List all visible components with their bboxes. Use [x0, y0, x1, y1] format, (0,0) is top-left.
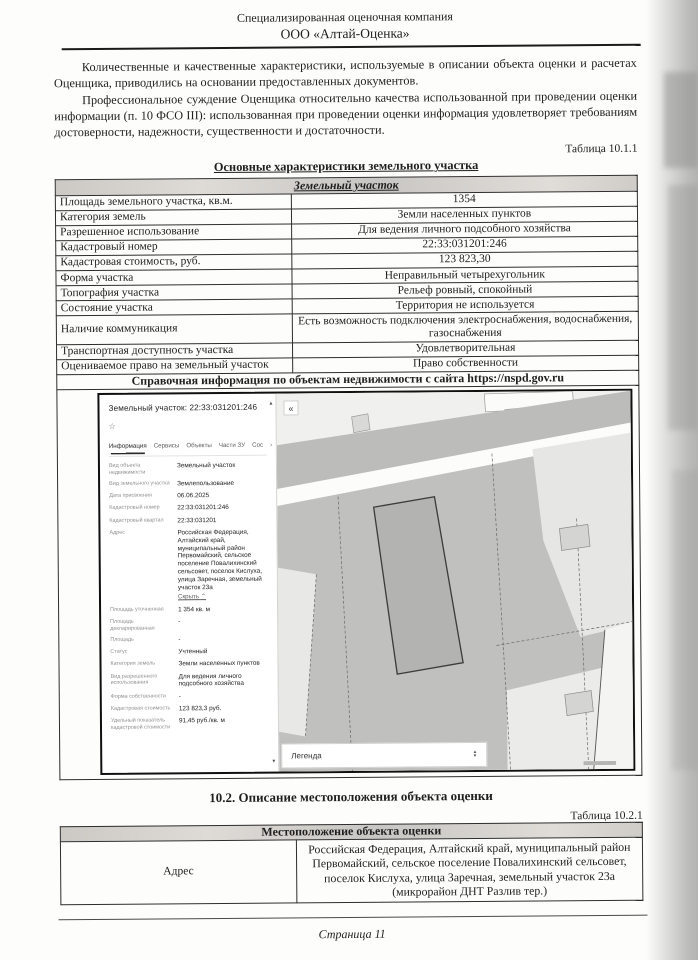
table-row: Кадастровый номер 22:33:031201:246	[56, 236, 638, 256]
field-row: Удельный показатель кадастровой стоимости 91,45 руб./кв. м	[110, 717, 225, 731]
field-row: Вид земельного участка Землепользование	[109, 479, 235, 488]
address-value: Российская Федерация, Алтайский край, муниципальный район Первомайский, сельское поселение Повалихинский сельсовет, поселок Кислуха, улица Заречная, земельный участок 23а	[177, 528, 263, 591]
table-row: Кадастровая стоимость, руб. 123 823,30	[56, 251, 638, 271]
company-subtitle: Специализированная оценочная компания	[236, 9, 453, 25]
nspd-screenshot	[97, 389, 635, 775]
table-1-title: Основные характеристики земельного участка	[213, 158, 479, 175]
table-header-cell: Местоположение объекта оценки	[60, 822, 642, 842]
tab-information[interactable]: Информация	[109, 440, 147, 453]
company-name: ООО «Алтай-Оценка»	[280, 25, 410, 42]
tab-parcel-parts[interactable]: Части ЗУ	[218, 441, 246, 450]
map-graphic	[276, 391, 633, 772]
legend-toggle-icon[interactable]: ▲ ▼	[472, 749, 478, 759]
field-row: Вид разрешенного использования Для ведения личного подсобного хозяйства	[110, 672, 244, 688]
table-row: Площадь земельного участка, кв.м. 1354	[55, 191, 637, 211]
parcel-fields	[109, 462, 269, 732]
legend-label: Легенда	[291, 750, 322, 761]
table-2-caption: Таблица 10.2.1	[570, 809, 643, 823]
cadastral-map[interactable]	[276, 391, 633, 772]
table-1-caption: Таблица 10.1.1	[565, 143, 638, 156]
nspd-tabs	[108, 439, 273, 457]
table-row: Оцениваемое право на земельный участок Право собственности	[57, 355, 639, 375]
table-row: Форма участка Неправильный четырехугольник	[56, 266, 638, 286]
address-label-cell: Адрес	[60, 840, 296, 904]
nspd-info-panel	[99, 393, 279, 772]
location-table	[60, 822, 644, 905]
field-row: Площадь декларированная -	[110, 618, 181, 632]
hide-link[interactable]: Скрыть ⌃	[177, 593, 207, 601]
field-row: Дата присвоения 06.06.2025	[109, 492, 210, 500]
footer-rule	[59, 914, 648, 920]
screenshot-row	[57, 385, 642, 780]
table-row: Разрешенное использование Для ведения личного подсобного хозяйства	[56, 221, 638, 241]
tab-services[interactable]: Сервисы	[153, 442, 180, 450]
reference-info-row: Справочная информация по объектам недвижимости с сайта https://nspd.gov.ru	[57, 370, 639, 390]
field-row: Площадь уточненная 1 354 кв. м	[110, 605, 211, 613]
field-row: Категория земель Земли населенных пунктов	[110, 659, 260, 668]
paragraph: Профессиональное суждение Оценщика относительно качества использованной при проведении оценки информации (п. 10 ФСО III): использованная при проведении оценки информация удовлетворяет требованиям достоверности, надежности, существенности и достаточности.	[54, 88, 638, 140]
field-row-address: Адрес Российская Федерация, Алтайский край, муниципальный район Первомайский, сельское поселение Повалихинский сельсовет, поселок Кислуха, улица Заречная, земельный участок 23а Скрыть ⌃	[109, 528, 263, 601]
address-value-cell: Российская Федерация, Алтайский край, муниципальный район Первомайский, сельское поселение Повалихинский сельсовет, поселок Кислуха, улица Заречная, земельный участок 23а (микрорайон ДНТ Разлив тер.)	[296, 837, 643, 902]
field-row: Кадастровая стоимость 123 823,3 руб.	[110, 704, 222, 713]
field-row: Вид объекта недвижимости Земельный участок	[108, 461, 236, 476]
field-row: Кадастровый номер 22:33:031201:246	[109, 504, 229, 512]
collapse-panel-button[interactable]: «	[283, 400, 298, 415]
field-row: Форма собственности -	[110, 692, 181, 700]
legend-bar[interactable]	[281, 742, 487, 769]
star-icon[interactable]: ☆	[108, 421, 116, 431]
table-row: Транспортная доступность участка Удовлетворительная	[56, 340, 638, 360]
panel-scroll-down-icon[interactable]: ▼	[271, 758, 277, 765]
tabs-more-icon[interactable]: ›	[270, 441, 273, 449]
body-text	[54, 55, 638, 141]
header-rule	[62, 44, 641, 51]
table-row: Состояние участка Территория не используется	[56, 296, 638, 316]
table-row: Категория земель Земли населенных пунктов	[55, 206, 637, 226]
field-row: Статус Учтенный	[110, 648, 208, 656]
characteristics-table	[55, 175, 643, 780]
panel-scroll-up-icon[interactable]: ▲	[268, 400, 274, 407]
section-10-2-title: 10.2. Описание местоположения объекта оценки	[209, 787, 493, 805]
tab-objects[interactable]: Объекты	[186, 442, 212, 450]
table-header-cell: Земельный участок	[55, 176, 637, 196]
field-row: Площадь -	[110, 635, 181, 643]
caret-up-icon: ⌃	[200, 593, 207, 601]
field-row: Кадастровый квартал 22:33:031201	[109, 516, 217, 525]
tab-truncated[interactable]: Сос	[252, 441, 264, 449]
table-row	[60, 837, 642, 904]
paragraph: Количественные и качественные характеристики, используемые в описании объекта оценки и расчетах Оценщика, приводились на основании предоставленных документов.	[53, 55, 637, 91]
parcel-title: Земельный участок: 22:33:031201:246	[108, 402, 258, 413]
page-number: Страница 11	[318, 926, 386, 941]
table-row: Топография участка Рельеф ровный, спокойный	[56, 281, 638, 301]
company-header	[53, 8, 636, 51]
table-row: Наличие коммуникация Есть возможность подключения электроснабжения, водоснабжения, газоснабжения	[56, 312, 638, 345]
